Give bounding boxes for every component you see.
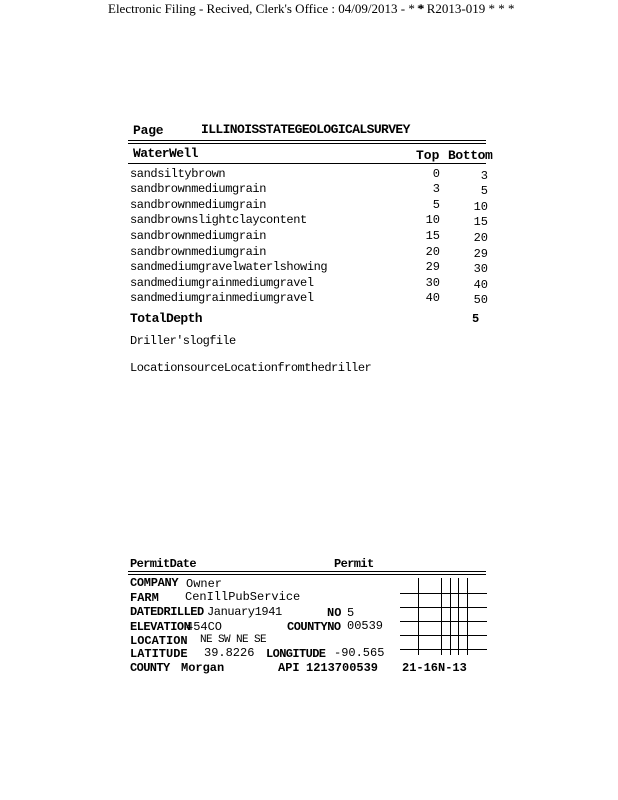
township-range: 21-16N-13 xyxy=(402,661,467,675)
longitude-label: LONGITUDE xyxy=(266,647,326,661)
api-value: 1213700539 xyxy=(306,661,379,675)
log-row-top: 30 xyxy=(425,276,440,290)
latitude-label: LATITUDE xyxy=(130,647,188,661)
county-value: Morgan xyxy=(181,661,225,675)
date-drilled-label: DATEDRILLED xyxy=(130,605,204,619)
log-row-bottom: 3 xyxy=(480,169,488,183)
log-row-bottom: 15 xyxy=(473,215,488,229)
longitude-value: -90.565 xyxy=(334,646,385,660)
total-depth-label: TotalDepth xyxy=(130,311,203,326)
county-no-label: COUNTYNO xyxy=(287,620,341,634)
top-column-heading: Top xyxy=(416,148,440,163)
log-row-desc: sandbrownmediumgrain xyxy=(130,182,267,196)
well-no-value: 5 xyxy=(347,606,355,620)
location-source-note: LocationsourceLocationfromthedriller xyxy=(130,361,372,375)
title-rule-bottom xyxy=(128,143,486,144)
company-value: Owner xyxy=(186,577,223,591)
filing-stamp: Electronic Filing - Recived, Clerk's Office : 04/09/2013 - * * xyxy=(108,1,425,16)
log-row-top: 15 xyxy=(425,229,440,243)
location-value: NE SW NE SE xyxy=(200,634,267,646)
company-label: COMPANY xyxy=(130,576,179,590)
api-label: API xyxy=(278,661,300,675)
farm-label: FARM xyxy=(130,591,159,605)
permit-label: Permit xyxy=(334,557,374,571)
log-row-desc: sandmediumgrainmediumgravel xyxy=(130,291,314,305)
log-row-desc: sandbrownslightclaycontent xyxy=(130,213,307,227)
log-row-top: 40 xyxy=(425,291,440,305)
log-row-bottom: 29 xyxy=(473,247,488,261)
farm-value: CenIllPubService xyxy=(185,590,301,604)
docket-number: * R2013-019 * * * xyxy=(417,1,515,16)
log-row-bottom: 40 xyxy=(473,278,488,292)
log-row-bottom: 5 xyxy=(480,184,488,198)
log-row-top: 3 xyxy=(432,182,440,196)
log-row-top: 0 xyxy=(432,167,440,181)
well-no-label: NO xyxy=(327,606,342,620)
log-row-bottom: 50 xyxy=(473,293,488,307)
water-well-heading: WaterWell xyxy=(133,146,198,161)
log-row-desc: sandbrownmediumgrain xyxy=(130,245,267,259)
county-no-value: 00539 xyxy=(347,619,384,633)
log-row-desc: sandmediumgrainmediumgravel xyxy=(130,276,314,290)
log-row-bottom: 10 xyxy=(473,200,488,214)
log-row-desc: sandmediumgravelwaterlshowing xyxy=(130,260,328,274)
log-row-desc: sandbrownmediumgrain xyxy=(130,198,267,212)
log-row-top: 29 xyxy=(425,260,440,274)
log-row-desc: sandbrownmediumgrain xyxy=(130,229,267,243)
county-label: COUNTY xyxy=(130,661,170,675)
page-label: Page xyxy=(133,123,164,138)
elevation-label: ELEVATION xyxy=(130,620,191,634)
elevation-value: 454CO xyxy=(186,620,223,634)
log-row-desc: sandsiltybrown xyxy=(130,167,226,181)
title-rule-top xyxy=(128,140,486,141)
log-row-top: 10 xyxy=(425,213,440,227)
bottom-column-heading: Bottom xyxy=(448,148,493,163)
survey-title: ILLINOISSTATEGEOLOGICALSURVEY xyxy=(201,122,410,137)
details-rule-top xyxy=(128,571,486,572)
details-rule-bottom xyxy=(128,574,486,575)
log-row-top: 5 xyxy=(432,198,440,212)
date-drilled-value: January1941 xyxy=(207,605,282,619)
driller-log-note: Driller'slogfile xyxy=(130,334,236,348)
header-rule xyxy=(128,163,486,164)
log-row-bottom: 30 xyxy=(473,262,488,276)
total-depth-value: 5 xyxy=(472,312,480,326)
permit-date-label: PermitDate xyxy=(130,557,197,571)
latitude-value: 39.8226 xyxy=(204,646,255,660)
location-label: LOCATION xyxy=(130,634,188,648)
log-row-bottom: 20 xyxy=(473,231,488,245)
log-row-top: 20 xyxy=(425,245,440,259)
